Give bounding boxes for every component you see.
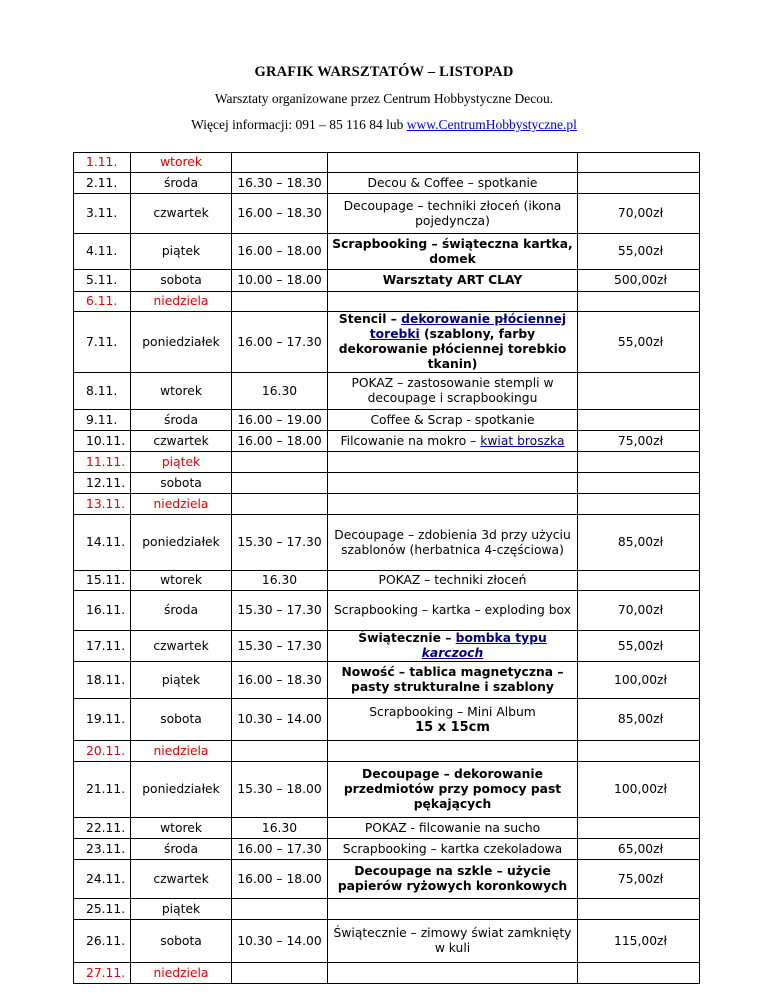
schedule-row [74, 292, 700, 312]
time-cell: 16.30 – 18.30 [232, 173, 328, 194]
schedule-row [74, 312, 700, 373]
event-cell [328, 153, 578, 173]
price-cell: 70,00zł [578, 194, 700, 234]
day-cell: środa [131, 591, 232, 631]
day-cell: poniedziałek [131, 515, 232, 571]
time-cell: 16.30 [232, 373, 328, 410]
event-cell [328, 699, 578, 741]
time-cell: 16.00 – 17.30 [232, 312, 328, 373]
date-cell: 8.11. [74, 373, 131, 410]
time-cell [232, 153, 328, 173]
day-cell: czwartek [131, 431, 232, 452]
day-cell: sobota [131, 270, 232, 292]
day-cell: środa [131, 839, 232, 860]
day-cell: piątek [131, 452, 232, 473]
workshop-schedule-table [73, 152, 700, 984]
event-cell: POKAZ – techniki złoceń [328, 571, 578, 591]
time-cell [232, 292, 328, 312]
price-cell [578, 173, 700, 194]
price-cell [578, 153, 700, 173]
price-cell: 85,00zł [578, 515, 700, 571]
schedule-row [74, 920, 700, 963]
event-cell: Scrapbooking – kartka czekoladowa [328, 839, 578, 860]
schedule-row [74, 431, 700, 452]
time-cell: 16.30 [232, 571, 328, 591]
date-cell: 13.11. [74, 494, 131, 515]
event-text: (szablony, farby dekorowanie płóciennej torebkio tkanin) [338, 327, 567, 371]
price-cell [578, 741, 700, 762]
day-cell: sobota [131, 920, 232, 963]
event-link[interactable]: dekorowanie płóciennej torebki [369, 312, 567, 341]
time-cell: 15.30 – 17.30 [232, 631, 328, 662]
day-cell: wtorek [131, 373, 232, 410]
price-cell: 70,00zł [578, 591, 700, 631]
day-cell: środa [131, 410, 232, 431]
event-cell [328, 312, 578, 373]
date-cell: 17.11. [74, 631, 131, 662]
date-cell: 1.11. [74, 153, 131, 173]
schedule-row [74, 452, 700, 473]
event-link[interactable]: bombka typu [455, 631, 547, 645]
contact-text: Więcej informacji: 091 – 85 116 84 lub [191, 117, 407, 132]
date-cell: 15.11. [74, 571, 131, 591]
time-cell: 16.00 – 17.30 [232, 839, 328, 860]
schedule-row [74, 699, 700, 741]
time-cell: 16.00 – 18.00 [232, 860, 328, 899]
event-cell: Scrapbooking – świąteczna kartka, domek [328, 234, 578, 270]
price-cell: 55,00zł [578, 312, 700, 373]
time-cell: 16.00 – 19.00 [232, 410, 328, 431]
price-cell: 85,00zł [578, 699, 700, 741]
time-cell: 16.00 – 18.30 [232, 194, 328, 234]
date-cell: 20.11. [74, 741, 131, 762]
event-cell: Nowość – tablica magnetyczna – pasty strukturalne i szablony [328, 662, 578, 699]
date-cell: 12.11. [74, 473, 131, 494]
day-cell: piątek [131, 899, 232, 920]
day-cell: niedziela [131, 963, 232, 984]
day-cell: czwartek [131, 631, 232, 662]
day-cell: piątek [131, 234, 232, 270]
price-cell [578, 292, 700, 312]
schedule-row [74, 762, 700, 818]
day-cell: sobota [131, 699, 232, 741]
day-cell: czwartek [131, 194, 232, 234]
day-cell: czwartek [131, 860, 232, 899]
schedule-row [74, 473, 700, 494]
event-link[interactable]: kwiat broszka [480, 433, 565, 448]
price-cell: 75,00zł [578, 860, 700, 899]
schedule-row [74, 963, 700, 984]
time-cell: 15.30 – 17.30 [232, 515, 328, 571]
day-cell: poniedziałek [131, 762, 232, 818]
event-cell [328, 631, 578, 662]
event-cell: Decoupage – techniki złoceń (ikona pojedyncza) [328, 194, 578, 234]
time-cell [232, 494, 328, 515]
time-cell: 15.30 – 17.30 [232, 591, 328, 631]
schedule-row [74, 270, 700, 292]
event-cell: Świątecznie – zimowy świat zamknięty w kuli [328, 920, 578, 963]
schedule-row [74, 662, 700, 699]
schedule-row [74, 515, 700, 571]
event-cell [328, 452, 578, 473]
day-cell: niedziela [131, 494, 232, 515]
document-header [0, 62, 768, 141]
day-cell: niedziela [131, 741, 232, 762]
time-cell [232, 452, 328, 473]
schedule-row [74, 571, 700, 591]
schedule-row [74, 860, 700, 899]
time-cell: 10.30 – 14.00 [232, 699, 328, 741]
time-cell [232, 963, 328, 984]
schedule-row [74, 494, 700, 515]
time-cell: 15.30 – 18.00 [232, 762, 328, 818]
price-cell [578, 473, 700, 494]
event-text: Świątecznie – [358, 631, 456, 645]
date-cell: 18.11. [74, 662, 131, 699]
time-cell: 10.30 – 14.00 [232, 920, 328, 963]
subtitle: Warsztaty organizowane przez Centrum Hobbystyczne Decou. [214, 91, 554, 106]
contact-info [0, 115, 768, 135]
event-text: Stencil – [338, 312, 402, 326]
day-cell: wtorek [131, 818, 232, 839]
event-cell: Warsztaty ART CLAY [328, 270, 578, 292]
price-cell: 65,00zł [578, 839, 700, 860]
date-cell: 25.11. [74, 899, 131, 920]
price-cell: 100,00zł [578, 762, 700, 818]
page-title: GRAFIK WARSZTATÓW – LISTOPAD [254, 64, 514, 80]
date-cell: 19.11. [74, 699, 131, 741]
date-cell: 2.11. [74, 173, 131, 194]
schedule-row [74, 741, 700, 762]
price-cell [578, 963, 700, 984]
price-cell: 55,00zł [578, 234, 700, 270]
schedule-row [74, 153, 700, 173]
schedule-body [74, 153, 700, 984]
price-cell: 115,00zł [578, 920, 700, 963]
event-text: Scrapbooking – Mini Album [369, 704, 536, 719]
date-cell: 3.11. [74, 194, 131, 234]
day-cell: wtorek [131, 153, 232, 173]
date-cell: 9.11. [74, 410, 131, 431]
event-cell: Scrapbooking – kartka – exploding box [328, 591, 578, 631]
event-cell: Decoupage – zdobienia 3d przy użyciu szablonów (herbatnica 4-częściowa) [328, 515, 578, 571]
date-cell: 6.11. [74, 292, 131, 312]
day-cell: poniedziałek [131, 312, 232, 373]
price-cell [578, 410, 700, 431]
date-cell: 16.11. [74, 591, 131, 631]
event-cell: Coffee & Scrap - spotkanie [328, 410, 578, 431]
event-cell [328, 292, 578, 312]
price-cell [578, 571, 700, 591]
event-text: Filcowanie na mokro – [340, 433, 481, 448]
date-cell: 10.11. [74, 431, 131, 452]
date-cell: 4.11. [74, 234, 131, 270]
price-cell: 500,00zł [578, 270, 700, 292]
time-cell [232, 741, 328, 762]
event-cell [328, 963, 578, 984]
day-cell: wtorek [131, 571, 232, 591]
date-cell: 23.11. [74, 839, 131, 860]
date-cell: 7.11. [74, 312, 131, 373]
day-cell: środa [131, 173, 232, 194]
time-cell [232, 473, 328, 494]
schedule-row [74, 410, 700, 431]
event-cell [328, 494, 578, 515]
event-cell [328, 431, 578, 452]
time-cell: 16.00 – 18.30 [232, 662, 328, 699]
schedule-row [74, 899, 700, 920]
time-cell: 16.00 – 18.00 [232, 234, 328, 270]
event-cell: Decoupage na szkle – użycie papierów ryżowych koronkowych [328, 860, 578, 899]
event-text: 15 x 15cm [415, 719, 490, 735]
schedule-row [74, 818, 700, 839]
date-cell: 14.11. [74, 515, 131, 571]
day-cell: piątek [131, 662, 232, 699]
date-cell: 21.11. [74, 762, 131, 818]
schedule-row [74, 234, 700, 270]
day-cell: sobota [131, 473, 232, 494]
schedule-row [74, 591, 700, 631]
date-cell: 26.11. [74, 920, 131, 963]
price-cell: 75,00zł [578, 431, 700, 452]
event-cell: Decoupage – dekorowanie przedmiotów przy pomocy past pękających [328, 762, 578, 818]
event-cell: Decou & Coffee – spotkanie [328, 173, 578, 194]
time-cell: 10.00 – 18.00 [232, 270, 328, 292]
date-cell: 27.11. [74, 963, 131, 984]
price-cell [578, 373, 700, 410]
day-cell: niedziela [131, 292, 232, 312]
event-cell [328, 473, 578, 494]
event-cell: POKAZ - filcowanie na sucho [328, 818, 578, 839]
price-cell: 55,00zł [578, 631, 700, 662]
website-link[interactable]: www.CentrumHobbystyczne.pl [406, 117, 577, 132]
price-cell [578, 818, 700, 839]
schedule-row [74, 373, 700, 410]
date-cell: 24.11. [74, 860, 131, 899]
event-link[interactable]: karczoch [421, 646, 484, 660]
date-cell: 22.11. [74, 818, 131, 839]
date-cell: 5.11. [74, 270, 131, 292]
price-cell [578, 452, 700, 473]
date-cell: 11.11. [74, 452, 131, 473]
schedule-row [74, 173, 700, 194]
event-cell: POKAZ – zastosowanie stempli w decoupage i scrapbookingu [328, 373, 578, 410]
time-cell: 16.00 – 18.00 [232, 431, 328, 452]
event-cell [328, 899, 578, 920]
schedule-row [74, 839, 700, 860]
event-cell [328, 741, 578, 762]
time-cell [232, 899, 328, 920]
price-cell: 100,00zł [578, 662, 700, 699]
schedule-row [74, 194, 700, 234]
price-cell [578, 899, 700, 920]
price-cell [578, 494, 700, 515]
time-cell: 16.30 [232, 818, 328, 839]
schedule-row [74, 631, 700, 662]
